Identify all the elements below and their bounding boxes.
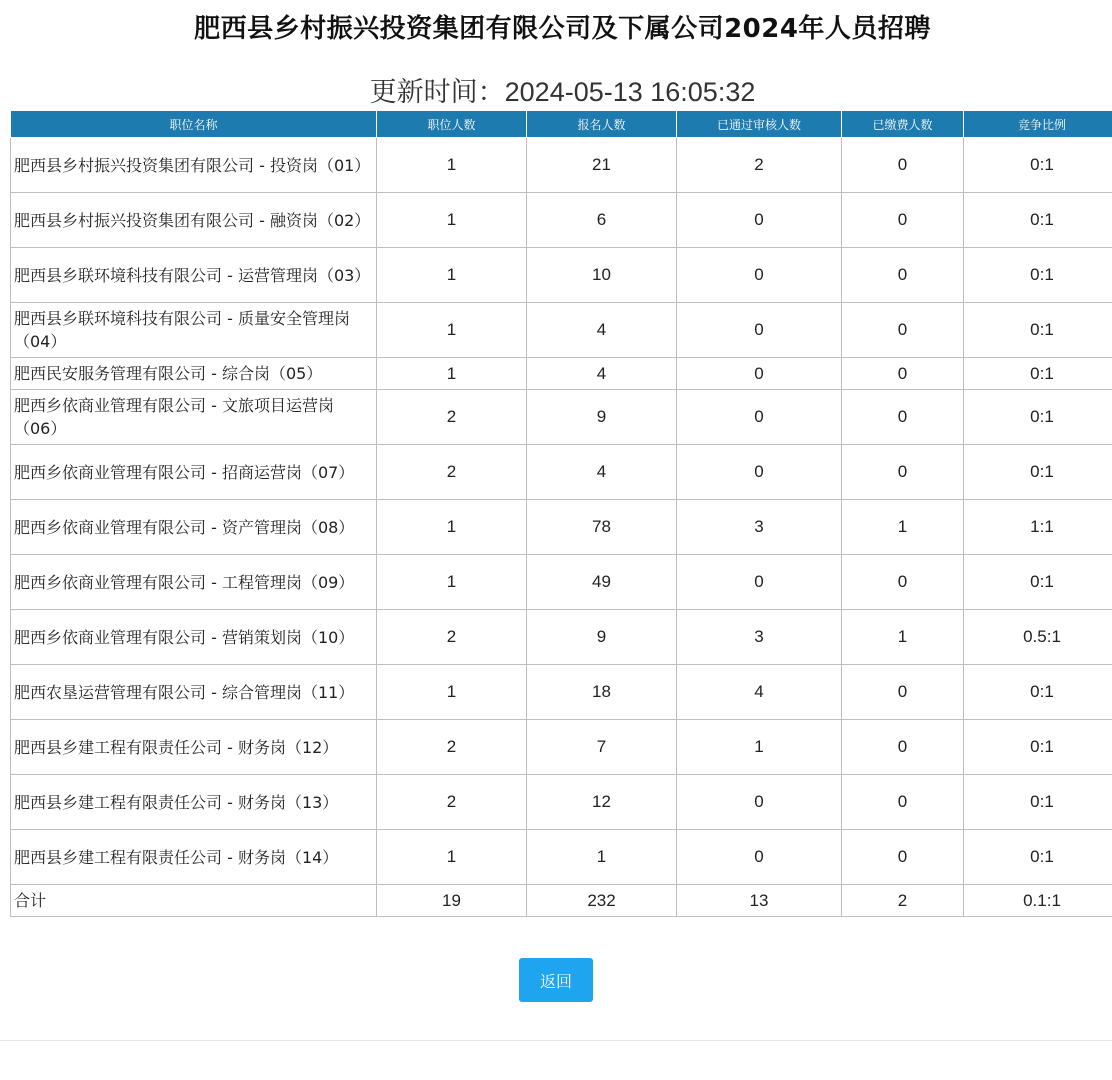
cell-position-count: 1 [377,358,527,390]
column-header-competition-ratio: 竞争比例 [964,111,1112,138]
cell-applicants: 21 [527,138,677,193]
cell-ratio: 0:1 [964,445,1112,500]
cell-position-name: 肥西县乡建工程有限责任公司 - 财务岗（12） [11,720,377,775]
cell-ratio: 0.5:1 [964,610,1112,665]
cell-ratio: 0:1 [964,303,1112,358]
update-time-row [0,70,1112,109]
cell-ratio: 0:1 [964,555,1112,610]
cell-position-name: 肥西乡依商业管理有限公司 - 工程管理岗（09） [11,555,377,610]
cell-ratio: 0:1 [964,390,1112,445]
cell-ratio: 0:1 [964,775,1112,830]
table-row [11,500,1112,555]
cell-paid: 0 [842,445,964,500]
cell-position-name: 肥西民安服务管理有限公司 - 综合岗（05） [11,358,377,390]
cell-ratio: 0:1 [964,193,1112,248]
cell-paid: 0 [842,358,964,390]
cell-paid: 0 [842,303,964,358]
cell-total-approved: 13 [677,885,842,917]
table-row [11,775,1112,830]
cell-position-count: 2 [377,720,527,775]
cell-position-name: 肥西乡依商业管理有限公司 - 招商运营岗（07） [11,445,377,500]
cell-applicants: 18 [527,665,677,720]
cell-paid: 0 [842,248,964,303]
cell-applicants: 78 [527,500,677,555]
table-total-row [11,885,1112,917]
table-row [11,555,1112,610]
cell-position-count: 1 [377,303,527,358]
cell-applicants: 4 [527,445,677,500]
cell-position-count: 1 [377,138,527,193]
cell-applicants: 7 [527,720,677,775]
cell-paid: 0 [842,555,964,610]
update-time-label: 更新时间： [369,77,505,107]
cell-paid: 1 [842,610,964,665]
recruitment-stats-table-wrapper [10,110,1112,917]
cell-position-name: 肥西县乡村振兴投资集团有限公司 - 融资岗（02） [11,193,377,248]
cell-position-count: 1 [377,193,527,248]
cell-position-count: 1 [377,500,527,555]
table-row [11,445,1112,500]
cell-paid: 0 [842,390,964,445]
cell-position-name: 肥西县乡建工程有限责任公司 - 财务岗（14） [11,830,377,885]
cell-position-count: 2 [377,610,527,665]
cell-position-name: 肥西乡依商业管理有限公司 - 资产管理岗（08） [11,500,377,555]
cell-applicants: 49 [527,555,677,610]
cell-position-name: 肥西县乡建工程有限责任公司 - 财务岗（13） [11,775,377,830]
table-row [11,358,1112,390]
cell-paid: 0 [842,193,964,248]
cell-applicants: 9 [527,610,677,665]
cell-position-name: 肥西农垦运营管理有限公司 - 综合管理岗（11） [11,665,377,720]
table-row [11,665,1112,720]
cell-ratio: 1:1 [964,500,1112,555]
cell-paid: 0 [842,665,964,720]
cell-paid: 0 [842,138,964,193]
back-button[interactable]: 返回 [519,958,593,1002]
cell-approved: 0 [677,248,842,303]
cell-total-label: 合计 [11,885,377,917]
cell-total-positions: 19 [377,885,527,917]
cell-approved: 1 [677,720,842,775]
cell-approved: 0 [677,830,842,885]
cell-approved: 3 [677,610,842,665]
cell-position-count: 1 [377,555,527,610]
table-row [11,303,1112,358]
table-row [11,830,1112,885]
cell-applicants: 4 [527,358,677,390]
update-time-value: 2024-05-13 16:05:32 [504,77,756,107]
cell-position-count: 2 [377,445,527,500]
cell-approved: 4 [677,665,842,720]
cell-approved: 0 [677,193,842,248]
cell-position-count: 2 [377,775,527,830]
cell-position-name: 肥西乡依商业管理有限公司 - 营销策划岗（10） [11,610,377,665]
table-row [11,390,1112,445]
cell-applicants: 12 [527,775,677,830]
recruitment-stats-table [10,110,1112,917]
cell-position-count: 1 [377,248,527,303]
cell-position-name: 肥西县乡联环境科技有限公司 - 质量安全管理岗（04） [11,303,377,358]
footer-divider [0,1040,1112,1041]
cell-applicants: 4 [527,303,677,358]
cell-approved: 0 [677,775,842,830]
cell-approved: 0 [677,445,842,500]
cell-paid: 0 [842,720,964,775]
cell-ratio: 0:1 [964,830,1112,885]
cell-approved: 0 [677,358,842,390]
table-row [11,138,1112,193]
cell-ratio: 0:1 [964,358,1112,390]
cell-paid: 0 [842,830,964,885]
table-row [11,193,1112,248]
cell-applicants: 10 [527,248,677,303]
table-row [11,610,1112,665]
cell-ratio: 0:1 [964,138,1112,193]
cell-approved: 0 [677,303,842,358]
cell-total-applicants: 232 [527,885,677,917]
page-title: 肥西县乡村振兴投资集团有限公司及下属公司2024年人员招聘 [194,14,931,44]
cell-applicants: 6 [527,193,677,248]
table-row [11,248,1112,303]
cell-position-name: 肥西乡依商业管理有限公司 - 文旅项目运营岗（06） [11,390,377,445]
column-header-approved: 已通过审核人数 [677,111,842,138]
cell-ratio: 0:1 [964,248,1112,303]
cell-approved: 0 [677,390,842,445]
cell-position-count: 1 [377,665,527,720]
table-row [11,720,1112,775]
cell-position-name: 肥西县乡村振兴投资集团有限公司 - 投资岗（01） [11,138,377,193]
cell-paid: 0 [842,775,964,830]
cell-applicants: 9 [527,390,677,445]
column-header-paid: 已缴费人数 [842,111,964,138]
cell-position-count: 2 [377,390,527,445]
cell-approved: 2 [677,138,842,193]
cell-applicants: 1 [527,830,677,885]
table-header-row [11,111,1112,138]
column-header-position-name: 职位名称 [11,111,377,138]
column-header-applicants: 报名人数 [527,111,677,138]
cell-total-ratio: 0.1:1 [964,885,1112,917]
cell-ratio: 0:1 [964,665,1112,720]
cell-position-count: 1 [377,830,527,885]
cell-ratio: 0:1 [964,720,1112,775]
column-header-position-count: 职位人数 [377,111,527,138]
cell-position-name: 肥西县乡联环境科技有限公司 - 运营管理岗（03） [11,248,377,303]
cell-approved: 3 [677,500,842,555]
cell-approved: 0 [677,555,842,610]
cell-total-paid: 2 [842,885,964,917]
cell-paid: 1 [842,500,964,555]
